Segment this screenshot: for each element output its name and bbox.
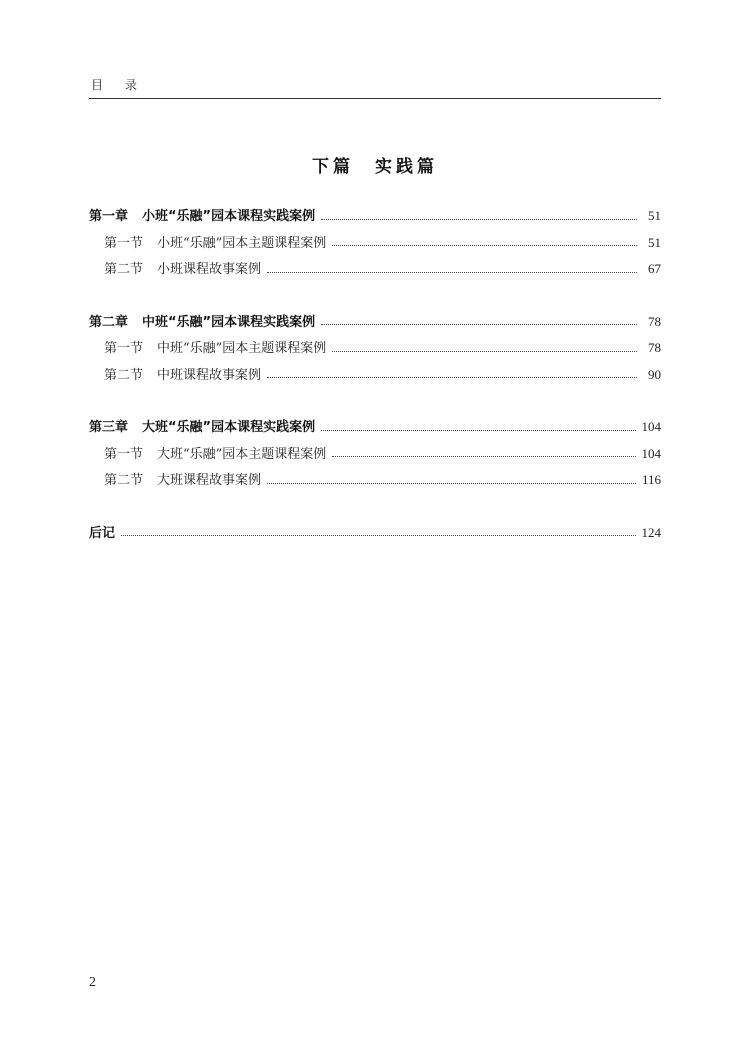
toc-chapter-group: [89, 309, 661, 389]
toc-section-title: 大班课程故事案例: [157, 473, 262, 488]
toc-chapter-entry[interactable]: [89, 309, 661, 336]
toc-leader-dots: [121, 535, 635, 536]
toc-section-entry[interactable]: [89, 362, 661, 389]
running-header-right: 录: [125, 78, 138, 92]
toc-afterword-title: 后记: [89, 525, 116, 541]
header-rule: [89, 98, 661, 99]
toc-leader-dots: [321, 324, 637, 325]
toc-leader-dots: [332, 456, 635, 457]
toc-section-title: 中班“乐融”园本主题课程案例: [157, 341, 327, 356]
toc-page-number: 78: [648, 340, 661, 355]
toc-section-number: 第一节: [104, 446, 144, 462]
toc-chapter-group: [89, 414, 661, 494]
toc-section-number: 第二节: [104, 473, 144, 488]
toc-chapter-number: 第一章: [89, 209, 129, 224]
toc-chapter-group: [89, 203, 661, 283]
toc-section-entry[interactable]: [89, 230, 661, 257]
toc-page-number: 90: [648, 366, 661, 382]
toc-page-number: 51: [648, 234, 661, 250]
toc-leader-dots: [267, 377, 637, 378]
toc-leader-dots: [321, 430, 635, 431]
toc-section-title: 小班“乐融”园本主题课程案例: [157, 235, 327, 251]
toc-leader-dots: [267, 483, 636, 484]
toc-page-number: 104: [641, 419, 661, 434]
toc-section-entry[interactable]: [89, 441, 661, 468]
toc-chapter-title: 小班“乐融”园本课程实践案例: [142, 209, 316, 224]
table-of-contents: [89, 203, 661, 572]
toc-section-entry[interactable]: [89, 335, 661, 362]
toc-page-number: 116: [641, 472, 661, 487]
running-header: [91, 76, 137, 93]
toc-afterword-entry[interactable]: [89, 520, 661, 547]
toc-section-number: 第一节: [104, 235, 144, 251]
toc-leader-dots: [267, 272, 637, 273]
toc-chapter-number: 第二章: [89, 314, 129, 330]
toc-leader-dots: [321, 219, 637, 220]
toc-page-number: 124: [641, 524, 661, 540]
toc-leader-dots: [332, 351, 637, 352]
page-number: 2: [89, 975, 96, 990]
toc-page-number: 51: [648, 208, 661, 223]
toc-section-title: 大班“乐融”园本主题课程案例: [157, 446, 327, 462]
toc-page-number: 104: [641, 445, 661, 461]
toc-section-entry[interactable]: [89, 467, 661, 494]
toc-section-number: 第二节: [104, 367, 144, 383]
toc-chapter-title: 中班“乐融”园本课程实践案例: [142, 314, 316, 330]
running-header-left: 目: [91, 78, 104, 92]
toc-section-number: 第一节: [104, 341, 144, 356]
toc-leader-dots: [332, 245, 637, 246]
toc-chapter-entry[interactable]: [89, 203, 661, 230]
toc-section-number: 第二节: [104, 262, 144, 277]
toc-chapter-number: 第三章: [89, 420, 129, 435]
toc-chapter-entry[interactable]: [89, 414, 661, 441]
toc-afterword-group: [89, 520, 661, 547]
toc-section-title: 中班课程故事案例: [157, 367, 262, 383]
toc-section-title: 小班课程故事案例: [157, 262, 262, 277]
toc-section-entry[interactable]: [89, 256, 661, 283]
toc-page-number: 67: [648, 261, 661, 276]
toc-page-number: 78: [648, 313, 661, 329]
toc-chapter-title: 大班“乐融”园本课程实践案例: [142, 420, 316, 435]
part-title: 下篇 实践篇: [312, 157, 438, 177]
